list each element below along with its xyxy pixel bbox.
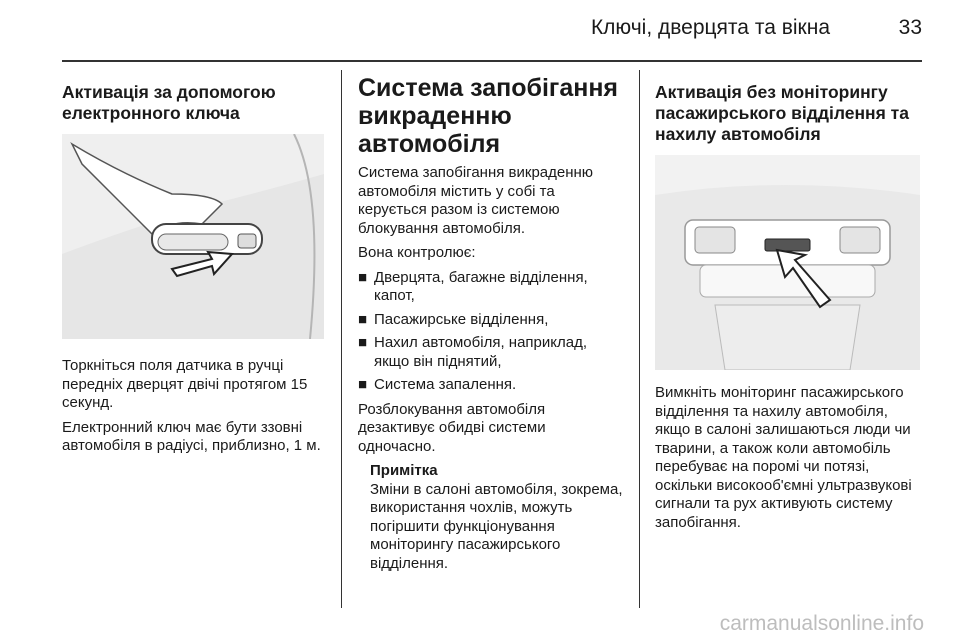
- section-heading-anti-theft: Система запобігання викраденню автомобіля: [358, 74, 619, 158]
- header-title: Ключі, дверцята та вікна: [590, 16, 830, 39]
- list-item: ■ Пасажирське відділення,: [358, 310, 549, 328]
- paragraph-touch-sensor: Торкніться поля датчика в ручці передніх дверцят двічі протягом 15 секунд.: [62, 357, 308, 411]
- bullet-icon: ■: [358, 376, 368, 393]
- column-divider-left: [341, 70, 342, 608]
- list-item: ■ Система запалення.: [358, 376, 517, 393]
- bullet-icon: ■: [358, 310, 368, 328]
- monitored-items-list: [358, 269, 623, 395]
- header-divider: [62, 60, 922, 62]
- section-heading-electronic-key: Активація за допомогою електронного ключа: [62, 82, 276, 123]
- section-heading-activation-without-monitoring: Активація без моніторингу пасажирського відділення та нахилу автомобіля: [655, 82, 909, 144]
- paragraph-anti-theft-intro: Система запобігання викраденню автомобіля містить у собі та керується разом із системою блокування автомобіля.: [358, 164, 594, 237]
- list-item: ■ Нахил автомобіля, наприклад, якщо він піднятий,: [358, 334, 588, 370]
- note-text: Зміни в салоні автомобіля, зокрема, використання чохлів, можуть погіршити функціонування моніторингу пасажирського відділення.: [370, 480, 623, 572]
- column-electronic-key: [62, 70, 324, 462]
- overhead-console-illustration: [655, 155, 920, 370]
- paragraph-disable-monitoring: Вимкніть моніторинг пасажирського відділення та нахилу автомобіля, якщо в салоні залишаються люди чи тварини, а також коли автомобіль перебуває на поромі чи потязі, оскільки високооб'ємні ультразвукові сигнали та рух активують систему запобігання.: [655, 384, 912, 531]
- column-anti-theft: [358, 70, 623, 579]
- column-divider-right: [639, 70, 640, 608]
- list-item: ■ Дверцята, багажне відділення, капот,: [358, 268, 588, 304]
- note-title: Примітка: [370, 462, 438, 479]
- paragraph-unlock-deactivates: Розблокування автомобіля дезактивує обидві системи одночасно.: [358, 400, 546, 455]
- paragraph-key-range: Електронний ключ має бути ззовні автомобіля в радіусі, приблизно, 1 м.: [62, 418, 321, 454]
- watermark-text: carmanualsonline.info: [719, 612, 924, 635]
- door-handle-illustration: [62, 134, 324, 339]
- note-block: [358, 462, 623, 573]
- bullet-icon: ■: [358, 268, 368, 286]
- bullet-icon: ■: [358, 334, 368, 351]
- paragraph-monitors: Вона контролює:: [358, 244, 476, 261]
- column-activation-without-monitoring: [655, 70, 920, 538]
- page-number: 33: [898, 16, 922, 39]
